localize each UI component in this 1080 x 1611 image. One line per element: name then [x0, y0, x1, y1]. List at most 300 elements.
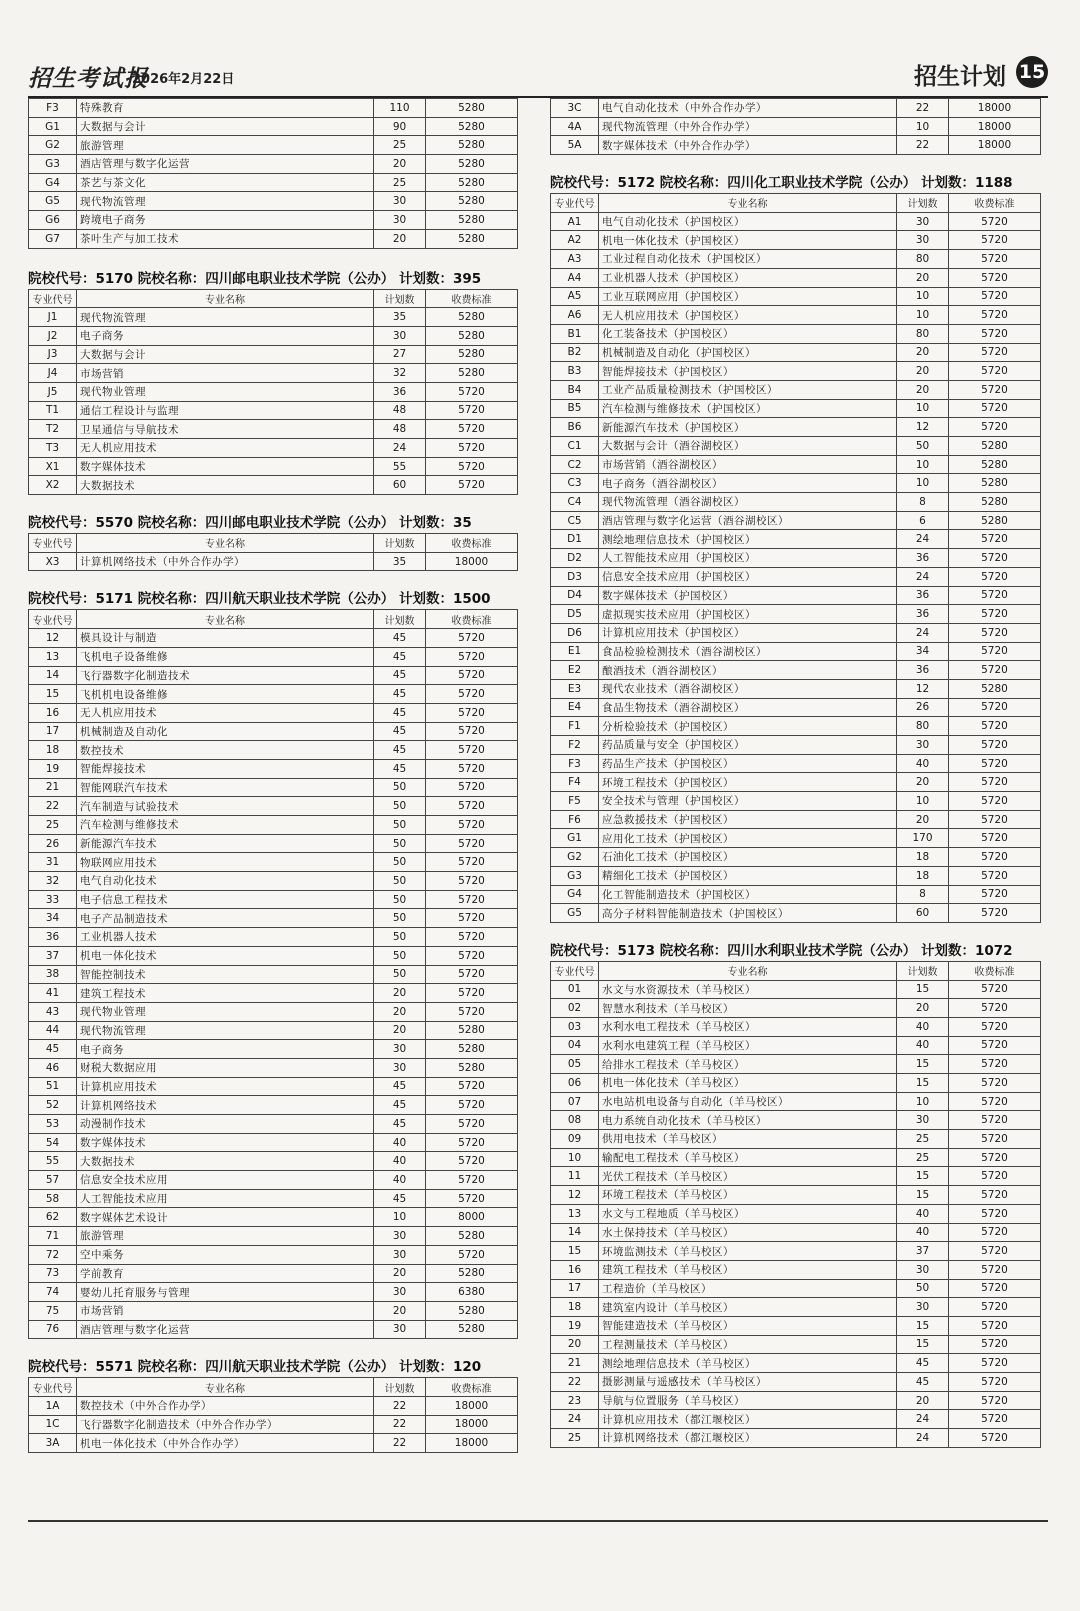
- column-header: 专业名称: [599, 194, 897, 213]
- tuition-fee: 5280: [949, 437, 1041, 456]
- table-row: [551, 1092, 1041, 1111]
- major-name: 工业机器人技术: [77, 928, 374, 947]
- major-code: 12: [551, 1186, 599, 1205]
- table-row: [551, 99, 1041, 118]
- table-row: [29, 928, 518, 947]
- tuition-fee: 5720: [949, 1186, 1041, 1205]
- major-name: 电力系统自动化技术（羊马校区）: [599, 1111, 897, 1130]
- section-title: 招生计划: [914, 64, 1006, 90]
- major-name: 新能源汽车技术（护国校区）: [599, 418, 897, 437]
- table-row: [551, 1186, 1041, 1205]
- column-header: 计划数: [897, 194, 949, 213]
- major-name: 现代农业技术（酒谷湖校区）: [599, 679, 897, 698]
- plan-count: 40: [897, 1223, 949, 1242]
- tuition-fee: 5720: [426, 909, 518, 928]
- major-code: D4: [551, 586, 599, 605]
- major-code: 54: [29, 1133, 77, 1152]
- table-row: [551, 754, 1041, 773]
- tuition-fee: 5720: [949, 549, 1041, 568]
- tuition-fee: 5280: [426, 1227, 518, 1246]
- major-name: 食品生物技术（酒谷湖校区）: [599, 698, 897, 717]
- major-code: E2: [551, 661, 599, 680]
- tuition-fee: 5720: [426, 1115, 518, 1134]
- plan-count: 36: [897, 661, 949, 680]
- tuition-fee: 5720: [949, 268, 1041, 287]
- plan-count: 50: [897, 1279, 949, 1298]
- plan-count: 50: [897, 437, 949, 456]
- tuition-fee: 5720: [949, 754, 1041, 773]
- major-code: G5: [551, 904, 599, 923]
- major-name: 飞机机电设备维修: [77, 685, 374, 704]
- major-name: 计算机网络技术（都江堰校区）: [599, 1429, 897, 1448]
- plan-count: 60: [897, 904, 949, 923]
- plan-count: 24: [374, 439, 426, 458]
- major-name: 智能控制技术: [77, 965, 374, 984]
- plan-count: 15: [897, 1074, 949, 1093]
- tuition-fee: 5720: [949, 885, 1041, 904]
- major-name: 数字媒体技术: [77, 457, 374, 476]
- table-row: [29, 647, 518, 666]
- table-row: [551, 399, 1041, 418]
- table-header-row: [29, 289, 518, 308]
- plan-count: 24: [897, 623, 949, 642]
- major-name: 信息安全技术应用（护国校区）: [599, 567, 897, 586]
- tuition-fee: 5280: [949, 455, 1041, 474]
- major-name: 电子商务: [77, 1040, 374, 1059]
- major-code: G2: [29, 136, 77, 155]
- plan-count: 45: [374, 647, 426, 666]
- plan-count: 50: [374, 778, 426, 797]
- table-row: [29, 1189, 518, 1208]
- plan-count: 45: [374, 759, 426, 778]
- table-header-row: [29, 1378, 518, 1397]
- tuition-fee: 5720: [426, 816, 518, 835]
- plan-count: 50: [374, 890, 426, 909]
- plan-count: 20: [897, 362, 949, 381]
- plan-count: 34: [897, 642, 949, 661]
- major-code: 41: [29, 984, 77, 1003]
- major-name: 大数据与会计: [77, 117, 374, 136]
- plan-count: 45: [374, 722, 426, 741]
- tuition-fee: 5720: [426, 853, 518, 872]
- tuition-fee: 5720: [949, 586, 1041, 605]
- tuition-fee: 5720: [426, 946, 518, 965]
- table-row: [551, 1074, 1041, 1093]
- tuition-fee: 5720: [949, 399, 1041, 418]
- major-code: T3: [29, 439, 77, 458]
- table-row: [29, 155, 518, 174]
- table-row: [29, 1040, 518, 1059]
- tuition-fee: 5720: [949, 904, 1041, 923]
- major-code: 3A: [29, 1434, 77, 1453]
- major-code: C4: [551, 493, 599, 512]
- column-header: 专业代号: [29, 289, 77, 308]
- table-row: [551, 1410, 1041, 1429]
- plan-count: 10: [897, 399, 949, 418]
- plan-count: 30: [374, 1283, 426, 1302]
- plan-count: 25: [897, 1148, 949, 1167]
- major-code: 45: [29, 1040, 77, 1059]
- plan-count: 25: [374, 173, 426, 192]
- tuition-fee: 5720: [426, 439, 518, 458]
- table-row: [551, 698, 1041, 717]
- table-row: [29, 192, 518, 211]
- tuition-fee: 5720: [426, 401, 518, 420]
- table-row: [551, 343, 1041, 362]
- tuition-fee: 5720: [426, 685, 518, 704]
- major-code: T2: [29, 420, 77, 439]
- major-code: 52: [29, 1096, 77, 1115]
- table-row: [29, 872, 518, 891]
- major-code: 08: [551, 1111, 599, 1130]
- major-name: 物联网应用技术: [77, 853, 374, 872]
- plan-count: 20: [897, 268, 949, 287]
- major-code: 10: [551, 1148, 599, 1167]
- major-name: 测绘地理信息技术（羊马校区）: [599, 1354, 897, 1373]
- major-code: G3: [29, 155, 77, 174]
- plan-count: 15: [897, 1055, 949, 1074]
- plan-count: 20: [374, 984, 426, 1003]
- plan-count: 45: [374, 741, 426, 760]
- tuition-fee: 5720: [949, 418, 1041, 437]
- column-header: 收费标准: [426, 289, 518, 308]
- major-name: 测绘地理信息技术（护国校区）: [599, 530, 897, 549]
- table-row: [551, 1130, 1041, 1149]
- major-code: 76: [29, 1320, 77, 1339]
- major-code: 21: [551, 1354, 599, 1373]
- table-row: [551, 455, 1041, 474]
- table-row: [29, 308, 518, 327]
- plan-count: 25: [897, 1130, 949, 1149]
- tuition-fee: 5720: [949, 1260, 1041, 1279]
- plan-count: 45: [374, 685, 426, 704]
- plan-count: 40: [374, 1152, 426, 1171]
- table-row: [551, 1316, 1041, 1335]
- tuition-fee: 5720: [949, 1410, 1041, 1429]
- column-header: 专业代号: [29, 534, 77, 553]
- major-name: 人工智能技术应用: [77, 1189, 374, 1208]
- major-code: G4: [29, 173, 77, 192]
- column-header: 专业代号: [551, 194, 599, 213]
- table-row: [551, 642, 1041, 661]
- tuition-fee: 5720: [426, 965, 518, 984]
- major-name: 电气自动化技术（中外合作办学）: [599, 99, 897, 118]
- plan-count: 25: [374, 136, 426, 155]
- major-name: 跨境电子商务: [77, 211, 374, 230]
- tuition-fee: 5720: [426, 1002, 518, 1021]
- table-row: [551, 810, 1041, 829]
- tuition-fee: 5720: [949, 306, 1041, 325]
- table-row: [551, 980, 1041, 999]
- major-name: 数字媒体艺术设计: [77, 1208, 374, 1227]
- major-code: 51: [29, 1077, 77, 1096]
- major-name: 机械制造及自动化（护国校区）: [599, 343, 897, 362]
- table-row: [551, 773, 1041, 792]
- table-row: [551, 418, 1041, 437]
- table-row: [551, 679, 1041, 698]
- major-code: 17: [29, 722, 77, 741]
- column-header: 收费标准: [426, 1378, 518, 1397]
- plan-count: 30: [897, 231, 949, 250]
- major-name: 酒店管理与数字化运营（酒谷湖校区）: [599, 511, 897, 530]
- column-header: 收费标准: [426, 610, 518, 629]
- major-name: 建筑室内设计（羊马校区）: [599, 1298, 897, 1317]
- major-name: 汽车制造与试验技术: [77, 797, 374, 816]
- major-name: 安全技术与管理（护国校区）: [599, 792, 897, 811]
- tuition-fee: 5720: [949, 848, 1041, 867]
- plan-count: 26: [897, 698, 949, 717]
- table-row: [551, 549, 1041, 568]
- tuition-fee: 18000: [949, 117, 1041, 136]
- tuition-fee: 5720: [426, 666, 518, 685]
- tuition-fee: 5720: [949, 1316, 1041, 1335]
- major-name: 机电一体化技术（护国校区）: [599, 231, 897, 250]
- tuition-fee: 5720: [949, 530, 1041, 549]
- major-code: 05: [551, 1055, 599, 1074]
- major-code: C1: [551, 437, 599, 456]
- major-name: 导航与位置服务（羊马校区）: [599, 1391, 897, 1410]
- major-name: 电子商务（酒谷湖校区）: [599, 474, 897, 493]
- tuition-fee: 5720: [949, 250, 1041, 269]
- plan-count: 20: [374, 229, 426, 248]
- plan-count: 45: [374, 1096, 426, 1115]
- major-code: G3: [551, 866, 599, 885]
- plan-count: 10: [897, 1092, 949, 1111]
- school-block: [28, 1357, 518, 1453]
- table-row: [29, 229, 518, 248]
- plan-count: 24: [897, 1429, 949, 1448]
- table-row: [551, 1204, 1041, 1223]
- plan-count: 40: [897, 1036, 949, 1055]
- table-row: [29, 1227, 518, 1246]
- tuition-fee: 5720: [949, 1092, 1041, 1111]
- column-header: 专业代号: [29, 1378, 77, 1397]
- table-row: [551, 904, 1041, 923]
- major-code: 22: [551, 1373, 599, 1392]
- table-row: [551, 1354, 1041, 1373]
- tuition-fee: 5720: [949, 810, 1041, 829]
- column-header: 专业名称: [77, 610, 374, 629]
- column-header: 计划数: [374, 610, 426, 629]
- plan-count: 18: [897, 866, 949, 885]
- plan-count: 18: [897, 848, 949, 867]
- plan-table: [28, 98, 518, 249]
- major-name: 机电一体化技术（中外合作办学）: [77, 1434, 374, 1453]
- table-row: [29, 1021, 518, 1040]
- major-name: 智慧水利技术（羊马校区）: [599, 999, 897, 1018]
- major-code: G1: [551, 829, 599, 848]
- column-header: 专业代号: [29, 610, 77, 629]
- major-code: F2: [551, 736, 599, 755]
- column-header: 专业名称: [599, 961, 897, 980]
- plan-count: 80: [897, 324, 949, 343]
- plan-count: 45: [374, 703, 426, 722]
- tuition-fee: 5720: [949, 717, 1041, 736]
- plan-count: 45: [374, 1077, 426, 1096]
- table-row: [551, 605, 1041, 624]
- major-code: A2: [551, 231, 599, 250]
- plan-count: 15: [897, 1335, 949, 1354]
- tuition-fee: 18000: [949, 136, 1041, 155]
- major-code: J4: [29, 364, 77, 383]
- plan-count: 30: [374, 1227, 426, 1246]
- tuition-fee: 5720: [426, 1152, 518, 1171]
- major-name: 建筑工程技术（羊马校区）: [599, 1260, 897, 1279]
- tuition-fee: 5280: [426, 1021, 518, 1040]
- major-code: 16: [551, 1260, 599, 1279]
- major-name: 水土保持技术（羊马校区）: [599, 1223, 897, 1242]
- table-row: [29, 1115, 518, 1134]
- plan-count: 40: [897, 1204, 949, 1223]
- plan-count: 8: [897, 885, 949, 904]
- tuition-fee: 5720: [949, 829, 1041, 848]
- tuition-fee: 5720: [949, 1223, 1041, 1242]
- major-name: 智能网联汽车技术: [77, 778, 374, 797]
- tuition-fee: 5720: [949, 866, 1041, 885]
- tuition-fee: 5720: [426, 703, 518, 722]
- tuition-fee: 5720: [949, 1429, 1041, 1448]
- tuition-fee: 5280: [426, 1040, 518, 1059]
- major-name: 食品检验检测技术（酒谷湖校区）: [599, 642, 897, 661]
- major-name: 学前教育: [77, 1264, 374, 1283]
- major-code: 62: [29, 1208, 77, 1227]
- major-code: X1: [29, 457, 77, 476]
- table-row: [29, 552, 518, 571]
- tuition-fee: 18000: [426, 1396, 518, 1415]
- plan-count: 37: [897, 1242, 949, 1261]
- table-row: [29, 345, 518, 364]
- major-code: 13: [29, 647, 77, 666]
- tuition-fee: 5280: [426, 173, 518, 192]
- plan-count: 8: [897, 493, 949, 512]
- major-name: 汽车检测与维修技术: [77, 816, 374, 835]
- table-row: [551, 1242, 1041, 1261]
- major-code: 14: [551, 1223, 599, 1242]
- major-code: C5: [551, 511, 599, 530]
- major-code: X3: [29, 552, 77, 571]
- table-row: [551, 231, 1041, 250]
- major-name: 茶叶生产与加工技术: [77, 229, 374, 248]
- plan-count: 30: [374, 326, 426, 345]
- major-name: 计算机网络技术: [77, 1096, 374, 1115]
- major-name: 环境监测技术（羊马校区）: [599, 1242, 897, 1261]
- plan-count: 22: [374, 1415, 426, 1434]
- tuition-fee: 5720: [949, 380, 1041, 399]
- major-name: 卫星通信与导航技术: [77, 420, 374, 439]
- tuition-fee: 5280: [426, 364, 518, 383]
- major-code: E4: [551, 698, 599, 717]
- major-name: 给排水工程技术（羊马校区）: [599, 1055, 897, 1074]
- plan-count: 10: [897, 455, 949, 474]
- tuition-fee: 5720: [426, 759, 518, 778]
- major-code: 57: [29, 1171, 77, 1190]
- tuition-fee: 5720: [949, 1130, 1041, 1149]
- table-row: [551, 1391, 1041, 1410]
- major-name: 精细化工技术（护国校区）: [599, 866, 897, 885]
- tuition-fee: 5720: [426, 722, 518, 741]
- major-name: 现代物流管理: [77, 1021, 374, 1040]
- table-row: [29, 1264, 518, 1283]
- school-block: [550, 98, 1041, 155]
- major-code: J3: [29, 345, 77, 364]
- major-name: 计算机应用技术: [77, 1077, 374, 1096]
- major-code: G2: [551, 848, 599, 867]
- tuition-fee: 5280: [949, 474, 1041, 493]
- table-row: [551, 885, 1041, 904]
- column-header: 收费标准: [949, 194, 1041, 213]
- major-code: A1: [551, 212, 599, 231]
- major-name: 石油化工技术（护国校区）: [599, 848, 897, 867]
- table-row: [551, 661, 1041, 680]
- plan-count: 20: [374, 1264, 426, 1283]
- tuition-fee: 5720: [949, 736, 1041, 755]
- table-row: [29, 741, 518, 760]
- major-code: 18: [29, 741, 77, 760]
- table-row: [29, 401, 518, 420]
- major-code: A5: [551, 287, 599, 306]
- major-code: J2: [29, 326, 77, 345]
- major-code: 19: [29, 759, 77, 778]
- major-name: 市场营销: [77, 1301, 374, 1320]
- column-header: 计划数: [897, 961, 949, 980]
- tuition-fee: 5720: [949, 212, 1041, 231]
- major-name: 飞行器数字化制造技术: [77, 666, 374, 685]
- major-name: 无人机应用技术（护国校区）: [599, 306, 897, 325]
- major-code: 06: [551, 1074, 599, 1093]
- column-header: 计划数: [374, 289, 426, 308]
- tuition-fee: 5720: [426, 741, 518, 760]
- major-code: 43: [29, 1002, 77, 1021]
- major-name: 现代物业管理: [77, 1002, 374, 1021]
- plan-count: 20: [897, 773, 949, 792]
- tuition-fee: 5280: [426, 1320, 518, 1339]
- major-code: 12: [29, 629, 77, 648]
- major-code: 22: [29, 797, 77, 816]
- major-code: F6: [551, 810, 599, 829]
- major-name: 光伏工程技术（羊马校区）: [599, 1167, 897, 1186]
- table-row: [29, 1396, 518, 1415]
- table-row: [29, 457, 518, 476]
- major-name: 大数据技术: [77, 476, 374, 495]
- plan-count: 170: [897, 829, 949, 848]
- major-code: 34: [29, 909, 77, 928]
- major-code: B5: [551, 399, 599, 418]
- major-code: T1: [29, 401, 77, 420]
- table-row: [29, 439, 518, 458]
- table-row: [29, 1133, 518, 1152]
- tuition-fee: 5280: [426, 99, 518, 118]
- plan-count: 36: [897, 549, 949, 568]
- plan-table: [550, 98, 1041, 155]
- major-name: 工程造价（羊马校区）: [599, 1279, 897, 1298]
- column-header: 收费标准: [426, 534, 518, 553]
- major-name: 无人机应用技术: [77, 703, 374, 722]
- table-row: [551, 1111, 1041, 1130]
- plan-count: 22: [374, 1434, 426, 1453]
- plan-count: 55: [374, 457, 426, 476]
- plan-count: 50: [374, 853, 426, 872]
- major-code: 72: [29, 1245, 77, 1264]
- major-name: 水利水电建筑工程（羊马校区）: [599, 1036, 897, 1055]
- major-code: 07: [551, 1092, 599, 1111]
- table-row: [551, 1429, 1041, 1448]
- table-row: [29, 364, 518, 383]
- major-name: 化工智能制造技术（护国校区）: [599, 885, 897, 904]
- major-code: B2: [551, 343, 599, 362]
- plan-count: 45: [897, 1354, 949, 1373]
- tuition-fee: 5720: [949, 1298, 1041, 1317]
- major-code: E1: [551, 642, 599, 661]
